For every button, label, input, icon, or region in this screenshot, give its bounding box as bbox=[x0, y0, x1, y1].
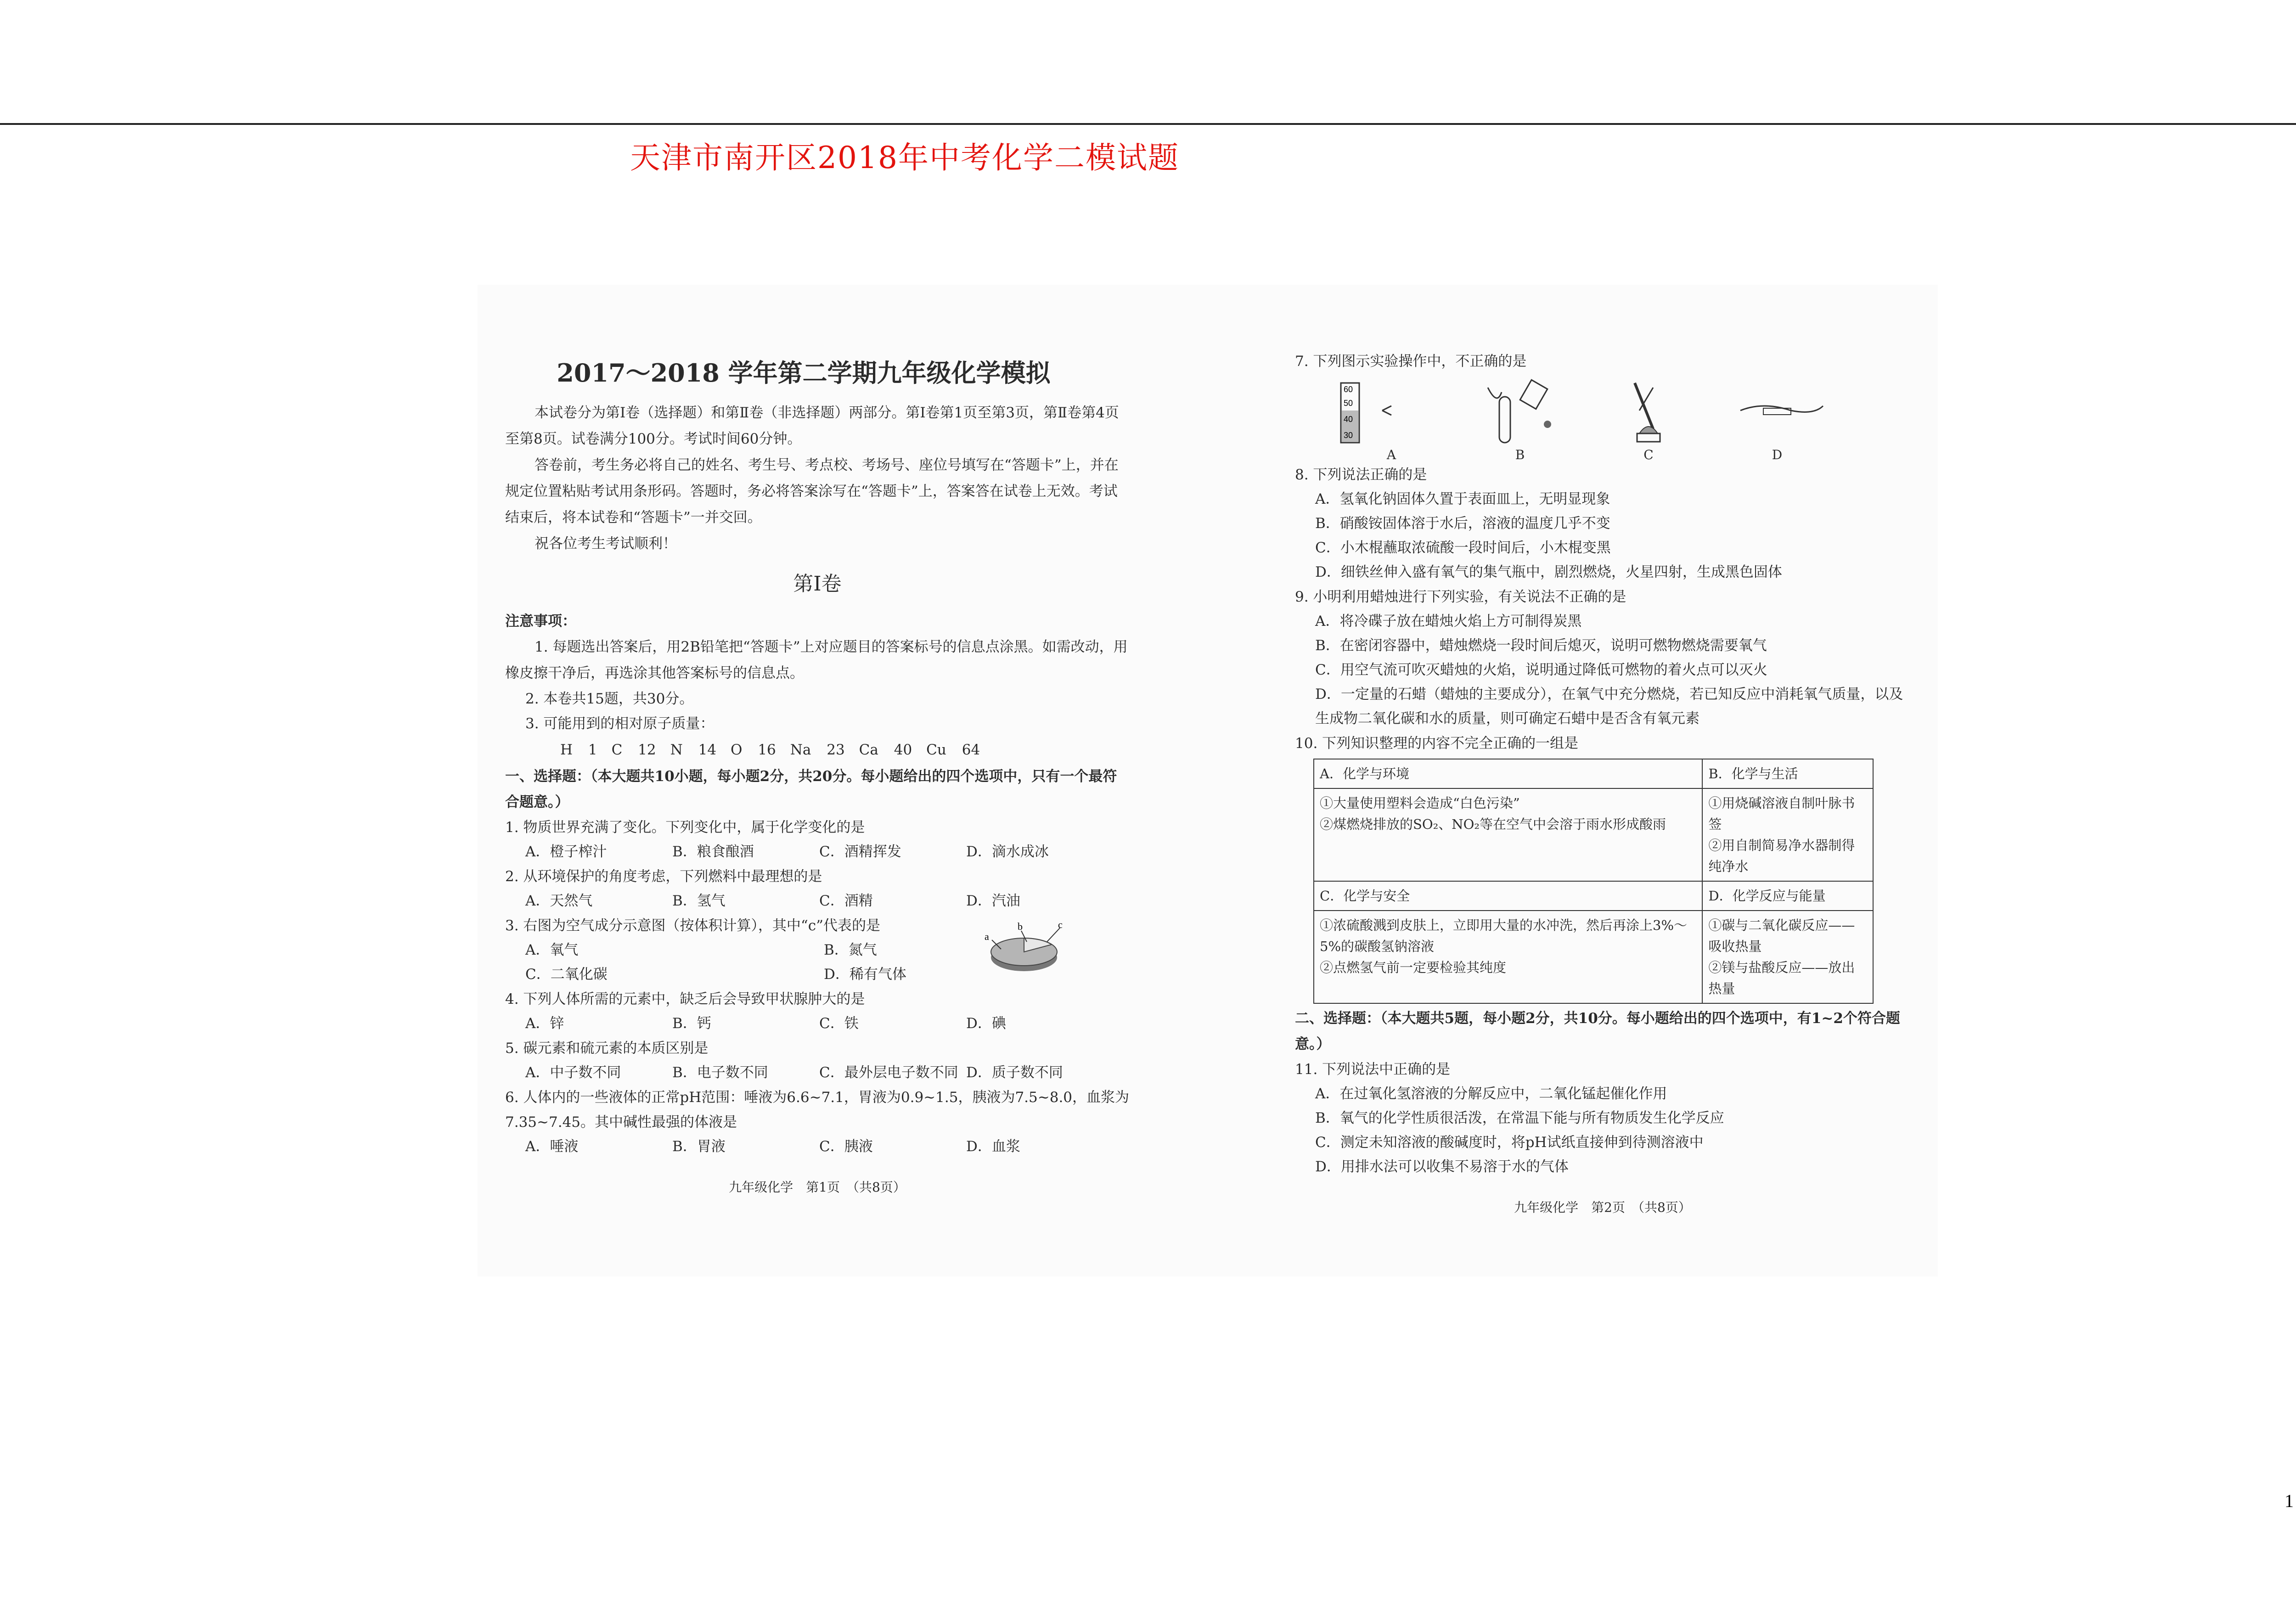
option: D．质子数不同 bbox=[966, 1064, 1063, 1081]
question-2-options bbox=[505, 889, 1130, 913]
question-9-option-b: B．在密闭容器中，蜡烛燃烧一段时间后熄灭，说明可燃物燃烧需要氧气 bbox=[1315, 637, 1767, 654]
option: A．氧气 bbox=[525, 942, 579, 958]
table-cell-b-heading: B．化学与生活 bbox=[1702, 759, 1873, 788]
test-tube-pouring-figure bbox=[1456, 378, 1584, 447]
table-cell-d-content bbox=[1702, 911, 1873, 1003]
figure-label-d: D bbox=[1772, 447, 1783, 462]
intro-paragraph-2: 答卷前，考生务必将自己的姓名、考生号、考点校、考场号、座位号填写在“答题卡”上，并在规定位置粘贴考试用条形码。答题时，务必将答案涂写在“答题卡”上，答案答在试卷上无效。考试结束后，将本试卷和“答题卡”一并交回。 bbox=[505, 457, 1119, 526]
section-2-heading: 二、选择题：（本大题共5题，每小题2分，共10分。每小题给出的四个选项中，有1~2个符合题意。） bbox=[1295, 1010, 1900, 1052]
question-7: 7. 下列图示实验操作中，不正确的是 bbox=[1295, 353, 1527, 370]
figure-label-a: A bbox=[1386, 447, 1396, 462]
table-cell-b-content bbox=[1702, 788, 1873, 881]
document-title: 天津市南开区2018年中考化学二模试题 bbox=[630, 140, 1179, 175]
option: B．粮食酿酒 bbox=[672, 844, 754, 860]
table-line: ①用烧碱溶液自制叶脉书签 bbox=[1708, 795, 1855, 832]
table-cell-a-content bbox=[1314, 788, 1702, 881]
option: B．氮气 bbox=[824, 942, 877, 958]
table-cell-c-heading: C．化学与安全 bbox=[1314, 881, 1702, 911]
option: B．电子数不同 bbox=[672, 1064, 768, 1081]
scale-60: 60 bbox=[1344, 385, 1353, 394]
question-9-option-c: C．用空气流可吹灭蜡烛的火焰，说明通过降低可燃物的着火点可以灭火 bbox=[1315, 662, 1767, 678]
option: D．血浆 bbox=[966, 1138, 1020, 1155]
option: B．钙 bbox=[672, 1015, 711, 1032]
option: A．中子数不同 bbox=[525, 1064, 621, 1081]
air-composition-pie-figure bbox=[983, 922, 1065, 977]
table-line: ②点燃氢气前一定要检验其纯度 bbox=[1320, 960, 1507, 975]
note-1: 1. 每题选出答案后，用2B铅笔把“答题卡”上对应题目的答案标号的信息点涂黑。如需改动，用橡皮擦干净后，再选涂其他答案标号的信息点。 bbox=[505, 639, 1128, 681]
wish-line: 祝各位考生考试顺利！ bbox=[535, 535, 677, 552]
question-2: 2. 从环境保护的角度考虑，下列燃料中最理想的是 bbox=[505, 868, 822, 885]
pie-label-b: b bbox=[1018, 922, 1023, 932]
option: A．唾液 bbox=[525, 1138, 579, 1155]
intro-paragraph-1: 本试卷分为第Ⅰ卷（选择题）和第Ⅱ卷（非选择题）两部分。第Ⅰ卷第1页至第3页，第Ⅱ卷第4页至第8页。试卷满分100分。考试时间60分钟。 bbox=[505, 405, 1119, 447]
heating-test-tube-figure bbox=[1584, 378, 1713, 447]
option: C．铁 bbox=[819, 1015, 859, 1032]
note-2: 2. 本卷共15题，共30分。 bbox=[525, 691, 694, 707]
table-line: ①浓硫酸溅到皮肤上，立即用大量的水冲洗，然后再涂上3%～5%的碳酸氢钠溶液 bbox=[1320, 917, 1688, 954]
question-11-option-b: B．氧气的化学性质很活泼，在常温下能与所有物质发生化学反应 bbox=[1315, 1110, 1724, 1126]
question-8-option-a: A．氢氧化钠固体久置于表面皿上，无明显现象 bbox=[1315, 491, 1610, 507]
question-11: 11. 下列说法中正确的是 bbox=[1295, 1061, 1451, 1078]
scale-50: 50 bbox=[1344, 399, 1353, 408]
question-11-option-d: D．用排水法可以收集不易溶于水的气体 bbox=[1315, 1159, 1569, 1175]
knowledge-table bbox=[1313, 759, 1874, 1004]
left-page-footer: 九年级化学 第1页 （共8页） bbox=[729, 1180, 906, 1195]
graduated-cylinder-figure bbox=[1327, 378, 1456, 447]
question-3-block bbox=[505, 913, 1130, 987]
table-line: ①大量使用塑料会造成“白色污染” bbox=[1320, 795, 1520, 811]
question-5-options bbox=[505, 1061, 1130, 1085]
question-4: 4. 下列人体所需的元素中，缺乏后会导致甲状腺肿大的是 bbox=[505, 991, 865, 1007]
question-6: 6. 人体内的一些液体的正常pH范围：唾液为6.6~7.1，胃液为0.9~1.5，胰液为7.5~8.0，血浆为7.35~7.45。其中碱性最强的体液是 bbox=[505, 1089, 1130, 1131]
section-1-heading: 一、选择题：（本大题共10小题，每小题2分，共20分。每小题给出的四个选项中，只有一个最符合题意。） bbox=[505, 768, 1117, 810]
top-rule bbox=[0, 123, 2296, 125]
question-7-figures bbox=[1327, 378, 1910, 447]
right-page-footer: 九年级化学 第2页 （共8页） bbox=[1514, 1200, 1691, 1215]
option: A．锌 bbox=[525, 1015, 564, 1032]
dropper-figure bbox=[1713, 378, 1841, 447]
question-1: 1. 物质世界充满了变化。下列变化中，属于化学变化的是 bbox=[505, 819, 865, 836]
scale-30: 30 bbox=[1344, 431, 1353, 440]
table-line: ②用自制简易净水器制得纯净水 bbox=[1708, 838, 1855, 874]
pie-label-a: a bbox=[985, 931, 989, 942]
question-9-option-d: D．一定量的石蜡（蜡烛的主要成分），在氧气中充分燃烧，若已知反应中消耗氧气质量，以及生成物二氧化碳和水的质量，则可确定石蜡中是否含有氧元素 bbox=[1315, 686, 1903, 727]
pie-label-c: c bbox=[1058, 922, 1063, 930]
question-3-options bbox=[505, 938, 985, 987]
sheet-title: 2017～2018 学年第二学期九年级化学模拟 bbox=[557, 358, 1051, 388]
figure-label-c: C bbox=[1643, 447, 1654, 462]
right-page bbox=[1295, 349, 1910, 1216]
volume-title: 第Ⅰ卷 bbox=[793, 572, 842, 596]
question-8-option-b: B．硝酸铵固体溶于水后，溶液的温度几乎不变 bbox=[1315, 515, 1610, 532]
option: D．滴水成冰 bbox=[966, 844, 1049, 860]
table-line: ②镁与盐酸反应——放出热量 bbox=[1708, 960, 1855, 996]
table-line: ①碳与二氧化碳反应——吸收热量 bbox=[1708, 917, 1855, 954]
table-cell-c-content bbox=[1314, 911, 1702, 1003]
option: C．二氧化碳 bbox=[525, 966, 608, 983]
table-line: ②煤燃烧排放的SO₂、NO₂等在空气中会溶于雨水形成酸雨 bbox=[1320, 816, 1666, 832]
notes-heading: 注意事项： bbox=[505, 613, 576, 630]
question-5: 5. 碳元素和硫元素的本质区别是 bbox=[505, 1040, 709, 1057]
scale-40: 40 bbox=[1344, 415, 1353, 424]
option: C．最外层电子数不同 bbox=[819, 1064, 958, 1081]
question-4-options bbox=[505, 1012, 1130, 1036]
option: A．天然气 bbox=[525, 893, 593, 909]
option: C．酒精挥发 bbox=[819, 844, 901, 860]
question-8: 8. 下列说法正确的是 bbox=[1295, 467, 1427, 483]
question-7-figure-labels bbox=[1327, 447, 1910, 462]
option: B．氢气 bbox=[672, 893, 726, 909]
option: D．汽油 bbox=[966, 893, 1020, 909]
option: C．酒精 bbox=[819, 893, 873, 909]
question-9: 9. 小明利用蜡烛进行下列实验，有关说法不正确的是 bbox=[1295, 589, 1626, 605]
option: A．橙子榨汁 bbox=[525, 844, 607, 860]
option: B．胃液 bbox=[672, 1138, 726, 1155]
question-11-option-c: C．测定未知溶液的酸碱度时，将pH试纸直接伸到待测溶液中 bbox=[1315, 1134, 1704, 1151]
atomic-masses: H 1 C 12 N 14 O 16 Na 23 Ca 40 Cu 64 bbox=[560, 742, 980, 758]
question-1-options bbox=[505, 840, 1130, 864]
question-6-options bbox=[505, 1135, 1130, 1159]
question-10: 10. 下列知识整理的内容不完全正确的一组是 bbox=[1295, 735, 1579, 752]
question-9-option-a: A．将冷碟子放在蜡烛火焰上方可制得炭黑 bbox=[1315, 613, 1582, 630]
question-3: 3. 右图为空气成分示意图（按体积计算），其中“c”代表的是 bbox=[505, 917, 880, 934]
table-cell-d-heading: D．化学反应与能量 bbox=[1702, 881, 1873, 911]
left-page bbox=[505, 354, 1130, 1196]
figure-label-b: B bbox=[1515, 447, 1525, 462]
option: C．胰液 bbox=[819, 1138, 873, 1155]
table-cell-a-heading: A．化学与环境 bbox=[1314, 759, 1702, 788]
question-8-option-d: D．细铁丝伸入盛有氧气的集气瓶中，剧烈燃烧，火星四射，生成黑色固体 bbox=[1315, 564, 1782, 580]
question-8-option-c: C．小木棍蘸取浓硫酸一段时间后，小木棍变黑 bbox=[1315, 540, 1611, 556]
question-11-option-a: A．在过氧化氢溶液的分解反应中，二氧化锰起催化作用 bbox=[1315, 1086, 1667, 1102]
option: D．碘 bbox=[966, 1015, 1006, 1032]
page-number: 1 bbox=[2285, 1491, 2294, 1511]
option: D．稀有气体 bbox=[824, 966, 906, 983]
note-3: 3. 可能用到的相对原子质量： bbox=[525, 715, 715, 732]
